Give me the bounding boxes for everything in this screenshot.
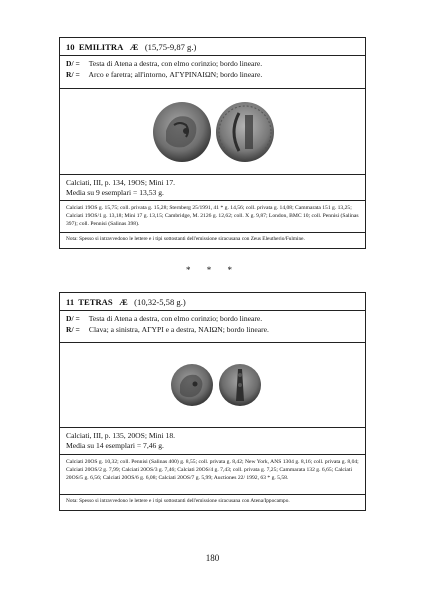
reverse-text: Arco e faretra; all'intorno, ΑΓΥΡΙΝΑΙΩΝ; bordo lineare. <box>88 69 263 79</box>
entry-metal: Æ <box>129 42 139 52</box>
average-weight: Media su 14 esemplari = 7,46 g. <box>66 441 164 450</box>
coin-obverse-image <box>170 363 214 407</box>
entry-note: Nota: Spesso si intravvedono le lettere e i tipi sottostanti dell'emissione siracusana con Zeus Eleutherio/Fulmine. <box>66 236 305 242</box>
entry-reference-block <box>60 428 365 455</box>
obverse-line <box>66 59 359 70</box>
reverse-label: R/ = <box>66 69 80 79</box>
coin-obverse-image <box>152 101 212 163</box>
reverse-line <box>66 70 359 81</box>
entry-description <box>60 311 365 343</box>
obverse-label: D/ = <box>66 314 80 323</box>
page-number: 180 <box>205 553 220 563</box>
coin-reverse-image <box>218 363 262 407</box>
obverse-label: D/ = <box>66 59 80 68</box>
coin-reverse-image <box>215 101 275 163</box>
entry-metal: Æ <box>119 297 128 307</box>
reverse-label: R/ = <box>66 324 80 334</box>
coin-entry-tetras <box>59 292 366 511</box>
entry-name: TETRAS <box>78 297 113 307</box>
reference-text: Calciati, III, p. 135, 20OS; Mini 18. <box>66 431 176 440</box>
entry-header <box>60 293 365 311</box>
obverse-text: Testa di Atena a destra, con elmo corinzio; bordo lineare. <box>88 59 263 68</box>
obverse-text: Testa di Atena a destra, con elmo corinzio; bordo lineare. <box>88 314 263 323</box>
entry-number: 11 <box>66 297 75 307</box>
entry-reference-block <box>60 175 365 201</box>
coin-images <box>60 89 365 175</box>
specimens-list: Calciati 20OS g. 10,32; coll. Pennisi (Salinas 400) g. 8,55; coll. privata g. 8,42; New York, ANS 1304 g. 8,16; coll. privata g. 8,04; Calciati 20OS/2 g. 7,99; Calciati 20OS/3 g. 7,46; Calciati 20OS/4 g. 7,43; coll. privata g. 7,25; Cammarata 132 g. 6,65; Calciati 20OS/5 g. 6,56; Calciati 20OS/6 g. 6,08; Calciati 20OS/7 g. 5,99; Auctiones 22/ 1992, 63 * g. 5,58. <box>60 455 365 495</box>
obverse-line <box>66 314 359 325</box>
coin-entry-emilitra <box>59 37 366 249</box>
entry-name: EMILITRA <box>78 42 124 52</box>
coin-images <box>60 343 365 428</box>
reverse-text: Clava; a sinistra, ΑΓΥΡΙ e a destra, ΝΑΙΩΝ; bordo lineare. <box>88 324 269 334</box>
average-weight: Media su 9 esemplari = 13,53 g. <box>66 188 164 197</box>
specimens-list: Calciati 19OS g. 15,75; coll. privata g. 15,28; Sternberg 25/1991, 41 * g. 14,56; coll. privata g. 14,08; Cammarata 151 g. 13,25; Calciati 19OS/1 g. 13,18; Mini 17 g. 13,15; Cambridge, M. 2126 g. 12,62; coll. X g. 9,87; London, BMC 10; coll. Pennisi (Salinas 397); coll. Pennisi (Salinas 398). <box>60 201 365 233</box>
reference-text: Calciati, III, p. 134, 19OS; Mini 17. <box>66 178 176 187</box>
entry-description <box>60 56 365 89</box>
entry-number: 10 <box>66 42 75 52</box>
section-separator: * * * <box>186 265 239 275</box>
entry-weight: (15,75-9,87 g.) <box>144 42 197 52</box>
entry-header <box>60 38 365 56</box>
entry-weight: (10,32-5,58 g.) <box>134 297 186 307</box>
reverse-line <box>66 325 359 336</box>
entry-note: Nota: Spesso si intravvedono le lettere e i tipi sottostanti dell'emissione siracusana con Atena/Ippocampo. <box>66 498 290 504</box>
